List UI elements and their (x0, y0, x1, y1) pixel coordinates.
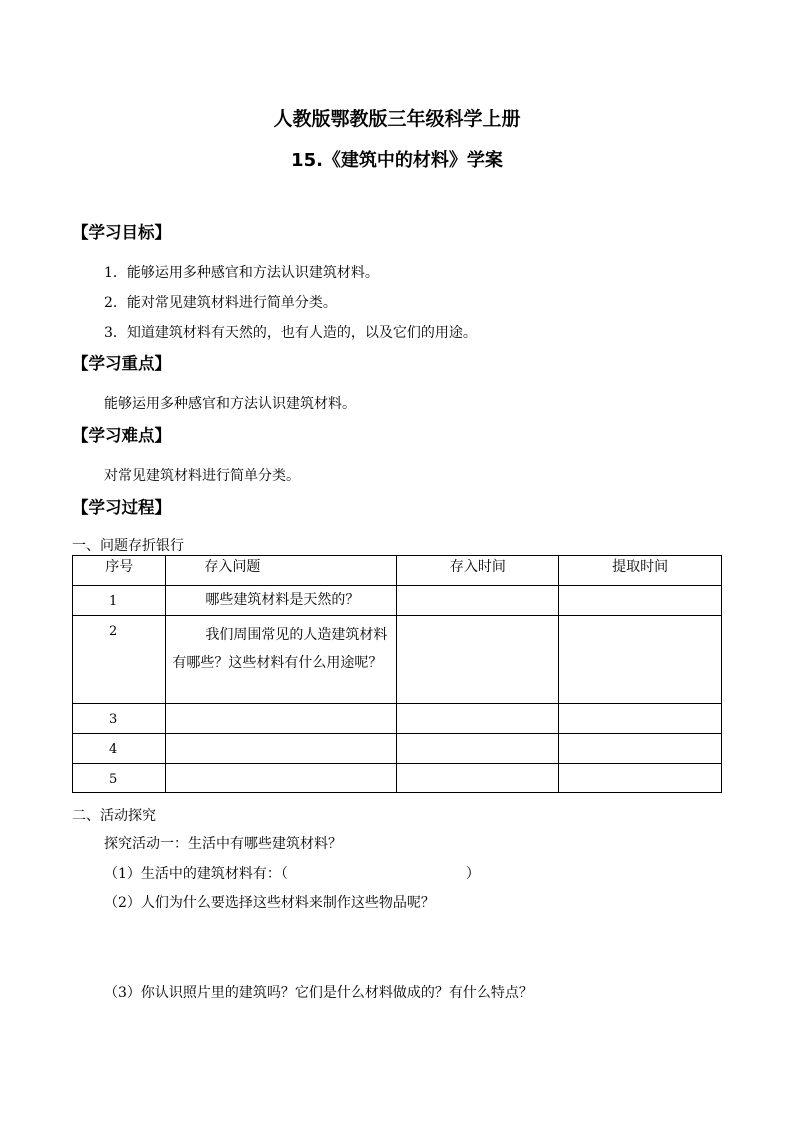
withdraw-time-cell[interactable] (559, 764, 722, 793)
header-withdraw-time: 提取时间 (559, 556, 722, 586)
question-1 (104, 863, 480, 883)
withdraw-time-cell[interactable] (559, 704, 722, 734)
question-cell[interactable] (166, 586, 397, 616)
table-row (73, 704, 722, 734)
table-row (73, 734, 722, 764)
row-number: 2 (73, 616, 166, 704)
question-3: （3）你认识照片里的建筑吗？它们是什么材料做成的？有什么特点？ (104, 985, 533, 1001)
table-row (73, 586, 722, 616)
row-number: 4 (73, 734, 166, 764)
section-heading-key-points: 【学习重点】 (72, 354, 171, 373)
question-1-label: （1）生活中的建筑材料有：（ (104, 866, 288, 882)
question-text-continued: 材料有哪些？这些材料有什么用途呢？ (172, 627, 388, 671)
deposit-time-cell[interactable] (397, 734, 559, 764)
question-2: （2）人们为什么要选择这些材料来制作这些物品呢？ (104, 895, 435, 911)
deposit-time-cell[interactable] (397, 586, 559, 616)
question-cell[interactable] (166, 764, 397, 793)
lesson-title: 15.《建筑中的材料》学案 (291, 150, 503, 171)
question-text-line-1: 我们周围常见的人造建筑 (205, 627, 360, 643)
part1-heading: 一、问题存折银行 (72, 538, 184, 554)
question-bank-table (72, 555, 722, 793)
question-cell[interactable] (166, 616, 397, 704)
deposit-time-cell[interactable] (397, 616, 559, 704)
section-heading-goals: 【学习目标】 (72, 223, 171, 242)
question-text: 哪些建筑材料是天然的？ (205, 592, 360, 608)
row-number: 5 (73, 764, 166, 793)
question-cell[interactable] (166, 734, 397, 764)
section-heading-difficulties: 【学习难点】 (72, 426, 171, 445)
withdraw-time-cell[interactable] (559, 616, 722, 704)
deposit-time-cell[interactable] (397, 764, 559, 793)
section-heading-process: 【学习过程】 (72, 498, 171, 517)
row-number: 1 (73, 586, 166, 616)
document-title: 人教版鄂教版三年级科学上册 (273, 108, 521, 130)
goal-item-3: 3．知道建筑材料有天然的，也有人造的，以及它们的用途。 (104, 325, 477, 341)
goal-item-1: 1．能够运用多种感官和方法认识建筑材料。 (104, 265, 379, 281)
row-number: 3 (73, 704, 166, 734)
difficulty-text: 对常见建筑材料进行简单分类。 (104, 468, 300, 484)
activity1-title: 探究活动一：生活中有哪些建筑材料？ (104, 836, 342, 852)
question-cell[interactable] (166, 704, 397, 734)
withdraw-time-cell[interactable] (559, 586, 722, 616)
table-row (73, 616, 722, 704)
table-header-row (73, 556, 722, 586)
question-1-close: ） (465, 866, 480, 882)
withdraw-time-cell[interactable] (559, 734, 722, 764)
header-question: 存入问题 (166, 556, 397, 586)
header-deposit-time: 存入时间 (397, 556, 559, 586)
deposit-time-cell[interactable] (397, 704, 559, 734)
table-row (73, 764, 722, 793)
goal-item-2: 2．能对常见建筑材料进行简单分类。 (104, 295, 337, 311)
key-point-text: 能够运用多种感官和方法认识建筑材料。 (104, 396, 356, 412)
header-number: 序号 (73, 556, 166, 586)
part2-heading: 二、活动探究 (72, 808, 156, 824)
